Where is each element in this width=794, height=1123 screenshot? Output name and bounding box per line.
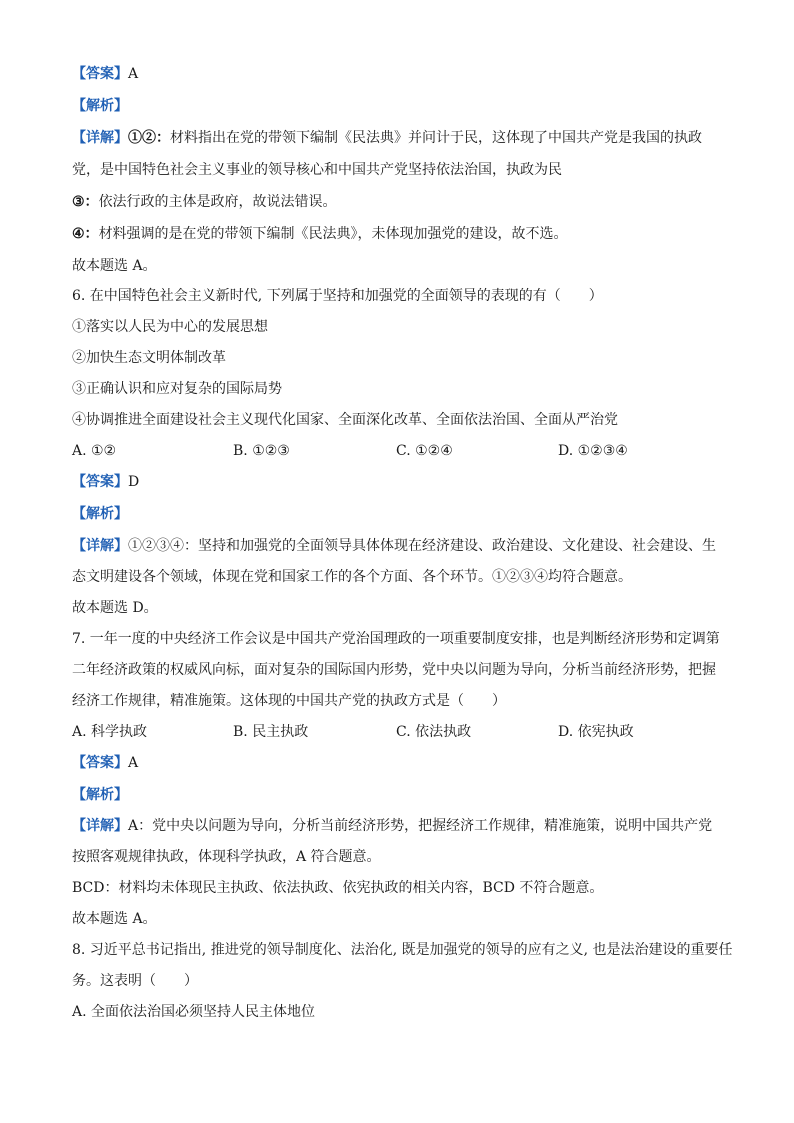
q8-option-a: A. 全面依法治国必须坚持人民主体地位 bbox=[72, 1004, 316, 1020]
q6-detail-line-1 bbox=[72, 536, 722, 556]
q6-detail-text-1: ①②③④：坚持和加强党的全面领导具体体现在经济建设、政治建设、文化建设、社会建设、生 bbox=[128, 538, 716, 554]
q7-detail-line-2: 按照客观规律执政，体现科学执政，A 符合题意。 bbox=[72, 849, 381, 865]
q5-analysis-line bbox=[72, 96, 722, 116]
q5-detail-4-text: 材料强调的是在党的带领下编制《民法典》，未体现加强党的建设，故不选。 bbox=[98, 226, 568, 242]
q6-item-2: ②加快生态文明体制改革 bbox=[72, 350, 226, 366]
q8-stem-2: 务。这表明（ ） bbox=[72, 973, 198, 989]
q7-option-c: C. 依法执政 bbox=[396, 724, 472, 740]
analysis-label: 【解析】 bbox=[72, 787, 128, 803]
detail-label: 【详解】 bbox=[72, 818, 128, 834]
q7-detail-line-1 bbox=[72, 816, 722, 836]
q7-option-d: D. 依宪执政 bbox=[558, 724, 634, 740]
q6-option-b: B. ①②③ bbox=[233, 443, 290, 459]
q5-conclusion: 故本题选 A。 bbox=[72, 258, 157, 274]
q5-detail-line-4 bbox=[72, 224, 722, 244]
q7-answer-line bbox=[72, 753, 722, 773]
q5-answer-line bbox=[72, 64, 722, 84]
answer-label: 【答案】 bbox=[72, 66, 128, 82]
q6-detail-line-2: 态文明建设各个领域，体现在党和国家工作的各个方面、各个环节。①②③④均符合题意。 bbox=[72, 569, 632, 585]
q6-answer-line bbox=[72, 472, 722, 492]
q7-detail-line-3: BCD：材料均未体现民主执政、依法执政、依宪执政的相关内容，BCD 不符合题意。 bbox=[72, 880, 604, 896]
q6-analysis-line bbox=[72, 504, 722, 524]
q8-stem-1: 8. 习近平总书记指出, 推进党的领导制度化、法治化, 既是加强党的领导的应有之义, 也是法治建设的重要任 bbox=[72, 942, 733, 958]
q6-option-a: A. ①② bbox=[72, 443, 117, 459]
q5-detail-line-1 bbox=[72, 128, 722, 148]
q6-item-4: ④协调推进全面建设社会主义现代化国家、全面深化改革、全面依法治国、全面从严治党 bbox=[72, 412, 618, 428]
detail-label: 【详解】 bbox=[72, 538, 128, 554]
q6-conclusion: 故本题选 D。 bbox=[72, 600, 158, 616]
q5-detail-head: ①②： bbox=[128, 130, 170, 146]
q6-item-1: ①落实以人民为中心的发展思想 bbox=[72, 319, 268, 335]
q5-detail-3-text: 依法行政的主体是政府，故说法错误。 bbox=[98, 194, 337, 210]
q5-detail-3-head: ③： bbox=[72, 194, 99, 210]
q5-detail-4-head: ④： bbox=[72, 226, 99, 242]
q6-answer: D bbox=[128, 474, 140, 490]
q6-option-c: C. ①②④ bbox=[396, 443, 453, 459]
q6-item-3: ③正确认识和应对复杂的国际局势 bbox=[72, 381, 282, 397]
q7-option-a: A. 科学执政 bbox=[72, 724, 148, 740]
q5-detail-text-1: 材料指出在党的带领下编制《民法典》并问计于民，这体现了中国共产党是我国的执政 bbox=[170, 130, 702, 146]
q7-conclusion: 故本题选 A。 bbox=[72, 911, 157, 927]
answer-label: 【答案】 bbox=[72, 755, 128, 771]
q7-analysis-line bbox=[72, 785, 722, 805]
q5-detail-line-3 bbox=[72, 192, 722, 212]
q7-answer: A bbox=[128, 755, 139, 771]
q7-option-b: B. 民主执政 bbox=[233, 724, 309, 740]
q5-answer: A bbox=[128, 66, 139, 82]
analysis-label: 【解析】 bbox=[72, 506, 128, 522]
q7-detail-text-1: A：党中央以问题为导向，分析当前经济形势，把握经济工作规律，精准施策，说明中国共产党 bbox=[128, 818, 713, 834]
q7-stem-1: 7. 一年一度的中央经济工作会议是中国共产党治国理政的一项重要制度安排，也是判断经济形势和定调第 bbox=[72, 631, 720, 647]
analysis-label: 【解析】 bbox=[72, 98, 128, 114]
q7-stem-3: 经济工作规律，精准施策。这体现的中国共产党的执政方式是（ ） bbox=[72, 693, 506, 709]
answer-label: 【答案】 bbox=[72, 474, 128, 490]
detail-label: 【详解】 bbox=[72, 130, 128, 146]
q6-option-d: D. ①②③④ bbox=[558, 443, 628, 459]
q5-detail-line-2: 党，是中国特色社会主义事业的领导核心和中国共产党坚持依法治国，执政为民 bbox=[72, 162, 562, 178]
q7-stem-2: 二年经济政策的权威风向标，面对复杂的国际国内形势，党中央以问题为导向，分析当前经济形势，把握 bbox=[72, 662, 716, 678]
q6-stem: 6. 在中国特色社会主义新时代, 下列属于坚持和加强党的全面领导的表现的有（ ） bbox=[72, 288, 603, 304]
